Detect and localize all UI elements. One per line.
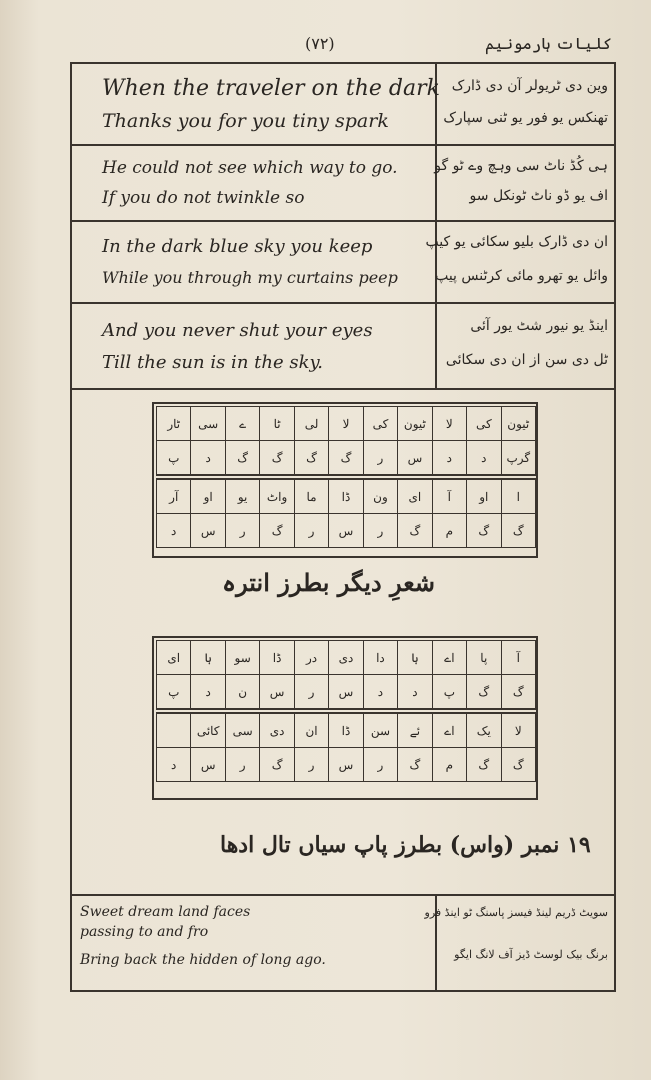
notation-cell: ون (363, 477, 397, 514)
notation-cell: در (294, 641, 328, 675)
verse-row (72, 304, 614, 390)
notation-cell: پ (157, 675, 191, 712)
notation-cell: ر (363, 748, 397, 782)
notation-grid (156, 406, 536, 548)
notation-cell: لا (501, 711, 535, 748)
notation-cell: ر (363, 441, 397, 478)
notation-cell: سن (363, 711, 397, 748)
notation-cell: گ (501, 748, 535, 782)
notation-cell: ن (225, 675, 259, 712)
notation-cell: ر (294, 514, 328, 548)
notation-table (152, 636, 538, 800)
notation-cell: د (157, 514, 191, 548)
english-line: While you through my curtains peep (102, 268, 398, 287)
english-line: When the traveler on the dark (102, 76, 440, 101)
notation-cell: س (329, 675, 363, 712)
verse-row (72, 146, 614, 222)
notation-cell: گ (467, 675, 501, 712)
notation-cell: س (191, 748, 225, 782)
notation-cell: سی (191, 407, 225, 441)
notation-cell: ان (294, 711, 328, 748)
notation-cell: دا (363, 641, 397, 675)
notation-cell: کی (363, 407, 397, 441)
notation-cell: او (467, 477, 501, 514)
notation-cell: ے (225, 407, 259, 441)
notation-cell: کی (467, 407, 501, 441)
english-lyrics (72, 304, 437, 388)
notation-cell: گ (501, 675, 535, 712)
notation-cell: س (398, 441, 432, 478)
book-title: کلیات ہارمونیم (485, 34, 612, 53)
notation-cell: کائی (191, 711, 225, 748)
notation-cell: سی (225, 711, 259, 748)
notation-cell: دی (260, 711, 294, 748)
urdu-lyrics (424, 896, 616, 990)
content-frame (70, 62, 616, 992)
notation-cell: ای (398, 477, 432, 514)
notation-cell: د (157, 748, 191, 782)
notation-cell: آ (501, 641, 535, 675)
section-title: شعرِ دیگر بطرز انترہ (222, 568, 435, 597)
urdu-line: وین دی ٹریولر آن دی ڈارک (451, 78, 608, 94)
notation-cell: یک (467, 711, 501, 748)
notation-cell: اے (432, 641, 466, 675)
verse-row (72, 64, 614, 146)
notation-cell: آر (157, 477, 191, 514)
urdu-line: وائل یو تھرو مائی کرٹنس پیپ (435, 268, 608, 284)
english-line: Till the sun is in the sky. (102, 352, 323, 373)
notation-cell: ڈا (329, 711, 363, 748)
notation-row (157, 641, 536, 675)
notation-cell: یو (225, 477, 259, 514)
notation-cell: ٹا (260, 407, 294, 441)
notation-cell: لا (329, 407, 363, 441)
notation-cell: ر (225, 514, 259, 548)
notation-cell: ڈا (260, 641, 294, 675)
notation-cell: گ (260, 514, 294, 548)
notation-cell: پ (157, 441, 191, 478)
notation-cell: ٹیون (398, 407, 432, 441)
notation-cell: واٹ (260, 477, 294, 514)
notation-cell: گ (467, 748, 501, 782)
notation-cell: ئے (398, 711, 432, 748)
notation-cell: گ (260, 441, 294, 478)
english-lyrics (72, 896, 437, 990)
notation-row (157, 748, 536, 782)
urdu-line: ہی کُڈ ناٹ سی وہچ وے ٹو گو (434, 158, 608, 174)
notation-cell: س (260, 675, 294, 712)
english-lyrics (72, 222, 437, 302)
notation-cell: گرپ (501, 441, 535, 478)
notation-grid (156, 640, 536, 782)
verse-row (72, 896, 614, 990)
notation-cell: گ (260, 748, 294, 782)
notation-cell: ما (294, 477, 328, 514)
notation-cell: گ (398, 514, 432, 548)
notation-cell: م (432, 748, 466, 782)
notation-cell: ا (501, 477, 535, 514)
notation-cell: گ (225, 441, 259, 478)
verse-row (72, 222, 614, 304)
page-header (70, 28, 618, 62)
notation-cell: سو (225, 641, 259, 675)
notation-table (152, 402, 538, 558)
english-line: And you never shut your eyes (102, 320, 373, 341)
notation-cell: گ (501, 514, 535, 548)
english-line: passing to and fro (80, 924, 209, 940)
notation-cell: اے (432, 711, 466, 748)
notation-cell: د (191, 675, 225, 712)
notation-cell: ر (363, 514, 397, 548)
notation-cell: د (398, 675, 432, 712)
notation-cell: د (467, 441, 501, 478)
page-number: (۷۲) (305, 34, 335, 53)
notation-row (157, 514, 536, 548)
notation-cell: پا (467, 641, 501, 675)
notation-cell: ہا (398, 641, 432, 675)
english-line: Thanks you for you tiny spark (102, 110, 389, 132)
notation-cell: س (329, 514, 363, 548)
notation-cell: م (432, 514, 466, 548)
notation-cell: ڈا (329, 477, 363, 514)
notation-row (157, 407, 536, 441)
urdu-lyrics (434, 146, 616, 220)
notation-cell: ای (157, 641, 191, 675)
urdu-lyrics (437, 304, 616, 388)
english-line: He could not see which way to go. (102, 158, 398, 178)
notation-cell: د (363, 675, 397, 712)
urdu-line: اینڈ یو نیور شٹ یور آئی (470, 318, 608, 334)
english-line: Sweet dream land faces (80, 904, 251, 920)
notation-cell: ہا (191, 641, 225, 675)
english-line: In the dark blue sky you keep (102, 236, 373, 257)
notation-cell: س (329, 748, 363, 782)
english-line: Bring back the hidden of long ago. (80, 952, 326, 968)
notation-cell: ر (225, 748, 259, 782)
urdu-lyrics (437, 64, 616, 144)
urdu-line: تھنکس یو فور یو ٹنی سپارک (443, 110, 608, 126)
notation-cell: دی (329, 641, 363, 675)
urdu-lyrics (425, 222, 616, 302)
urdu-line: سویٹ ڈریم لینڈ فیسز پاسنگ ٹو اینڈ فرو (424, 906, 608, 919)
notation-cell (157, 711, 191, 748)
notation-cell: گ (329, 441, 363, 478)
notation-row (157, 441, 536, 478)
notation-cell: پ (432, 675, 466, 712)
notation-cell: ر (294, 748, 328, 782)
english-line: If you do not twinkle so (102, 188, 305, 208)
urdu-line: ان دی ڈارک بلیو سکائی یو کیپ (425, 234, 608, 250)
urdu-line: ٹل دی سن از ان دی سکائی (445, 352, 608, 368)
notation-cell: او (191, 477, 225, 514)
notation-cell: گ (294, 441, 328, 478)
english-lyrics (72, 146, 437, 220)
notation-cell: ر (294, 675, 328, 712)
notation-cell: گ (467, 514, 501, 548)
notation-cell: لی (294, 407, 328, 441)
notation-cell: ٹار (157, 407, 191, 441)
urdu-line: اف یو ڈو ناٹ ٹونکل سو (469, 188, 608, 204)
notation-cell: د (191, 441, 225, 478)
english-lyrics (72, 64, 440, 144)
notation-cell: لا (432, 407, 466, 441)
notation-cell: گ (398, 748, 432, 782)
notation-cell: آ (432, 477, 466, 514)
notation-cell: س (191, 514, 225, 548)
song-title: ۱۹ نمبر (واس) بطرز پاپ سیاں تال ادھا (220, 832, 591, 858)
urdu-line: برنگ بیک لوسٹ ڈیز آف لانگ ایگو (454, 948, 608, 961)
notation-row (157, 675, 536, 712)
notation-cell: د (432, 441, 466, 478)
notation-cell: ٹیون (501, 407, 535, 441)
notation-row (157, 477, 536, 514)
notation-row (157, 711, 536, 748)
